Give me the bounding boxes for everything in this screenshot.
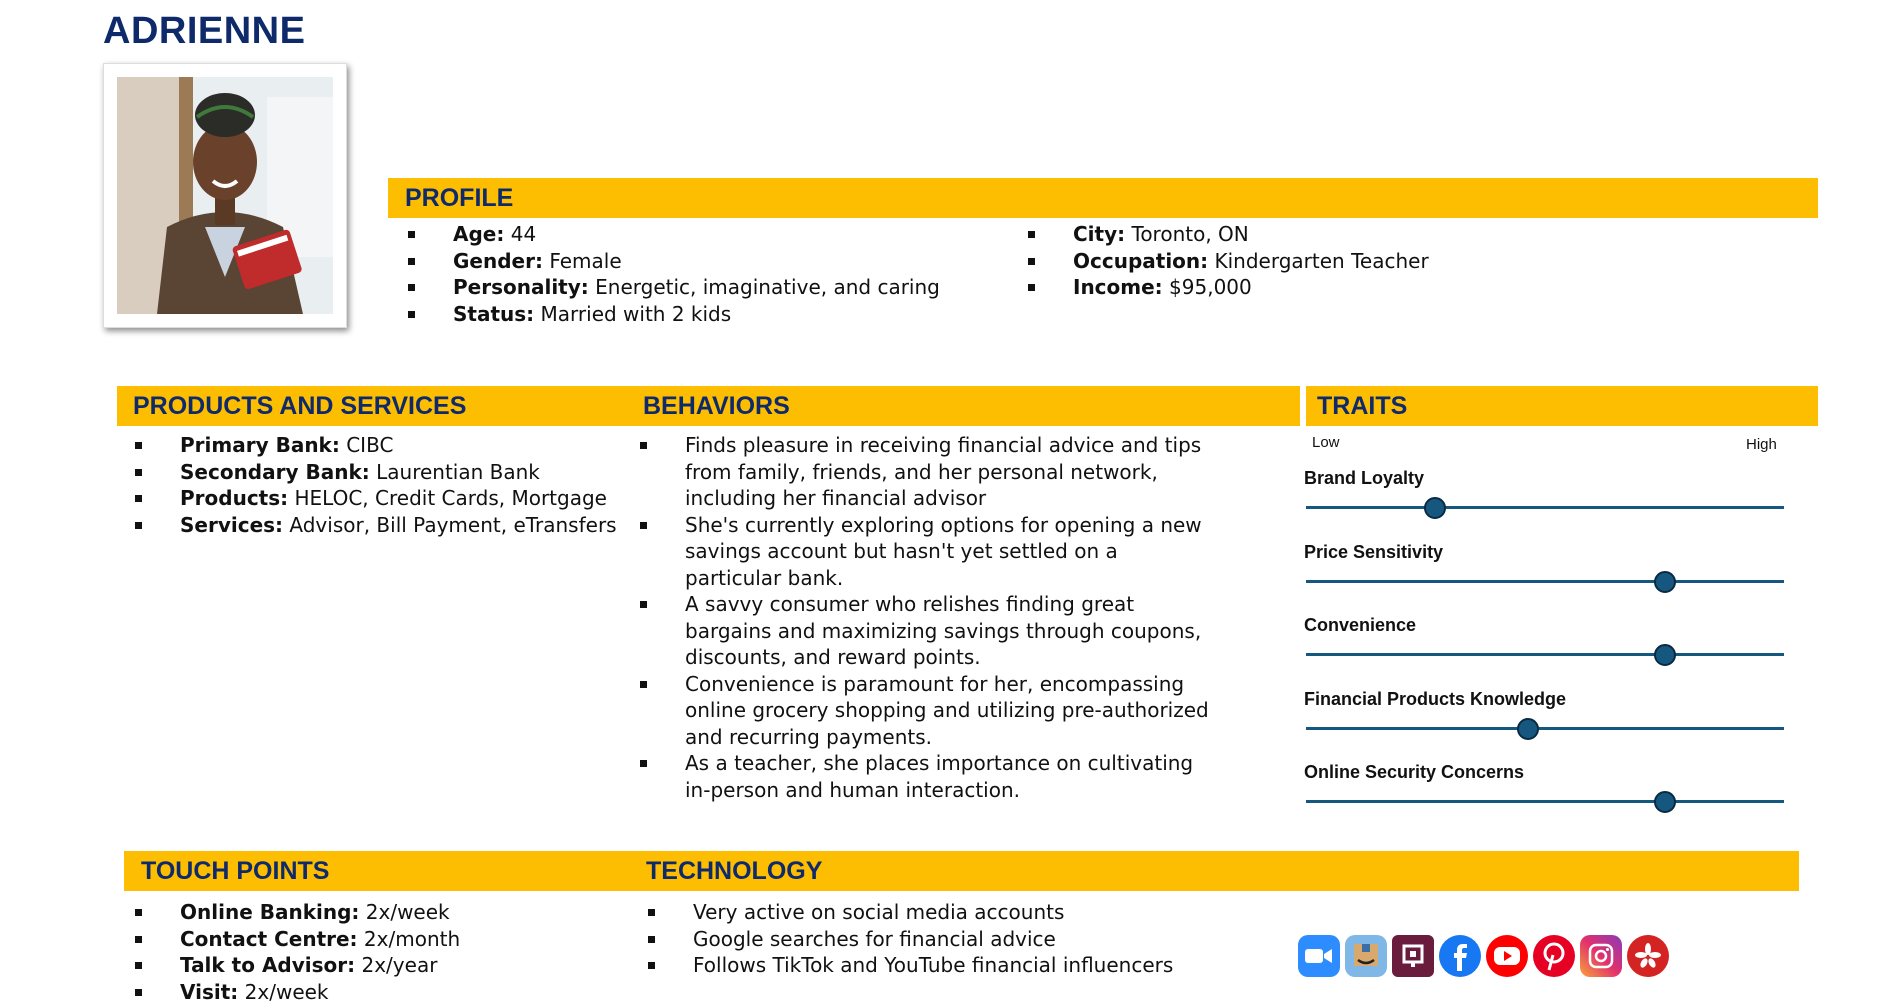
trait-label: Convenience [1304,615,1416,636]
technology-list [648,899,1248,979]
zoom-icon [1298,935,1340,977]
behavior-item: As a teacher, she places importance on cultivating in-person and human interaction. [640,750,1220,803]
technology-item: Follows TikTok and YouTube financial influencers [648,952,1248,979]
behaviors-heading: BEHAVIORS [643,386,790,426]
products-list [135,432,635,538]
touch-online-banking: Online Banking: 2x/week [135,899,655,926]
technology-item: Google searches for financial advice [648,926,1248,953]
profile-status: Status: Married with 2 kids [408,301,988,328]
trait-slider-knob[interactable] [1654,644,1676,666]
technology-item: Very active on social media accounts [648,899,1248,926]
products-heading: PRODUCTS AND SERVICES [133,386,466,426]
touch-points-heading: TOUCH POINTS [141,851,329,891]
kijiji-icon [1392,935,1434,977]
behaviors-list [640,432,1220,803]
traits-low-label: Low [1312,434,1340,451]
traits-high-label: High [1746,436,1777,453]
bottom-header-band [124,851,1799,891]
trait-label: Price Sensitivity [1304,542,1443,563]
amazon-icon [1345,935,1387,977]
product-primary-bank: Primary Bank: CIBC [135,432,635,459]
persona-photo [103,63,347,328]
traits-heading: TRAITS [1317,386,1407,426]
product-secondary-bank: Secondary Bank: Laurentian Bank [135,459,635,486]
profile-gender: Gender: Female [408,248,988,275]
behavior-item: Convenience is paramount for her, encompassing online grocery shopping and utilizing pre-authorized and recurring payments. [640,671,1220,751]
trait-slider-track [1306,727,1784,730]
profile-list-left [408,221,988,327]
profile-occupation: Occupation: Kindergarten Teacher [1028,248,1628,275]
profile-heading: PROFILE [405,178,513,218]
band-divider [1300,386,1306,426]
middle-header-band [117,386,1818,426]
trait-slider-track [1306,506,1784,509]
product-services: Services: Advisor, Bill Payment, eTransfers [135,512,635,539]
trait-label: Financial Products Knowledge [1304,689,1566,710]
touch-points-list [135,899,655,1005]
trait-slider-track [1306,580,1784,583]
technology-heading: TECHNOLOGY [646,851,822,891]
trait-slider-knob[interactable] [1517,718,1539,740]
profile-income: Income: $95,000 [1028,274,1628,301]
profile-age: Age: 44 [408,221,988,248]
trait-slider-knob[interactable] [1424,497,1446,519]
pinterest-icon [1533,935,1575,977]
trait-slider-track [1306,800,1784,803]
behavior-item: A savvy consumer who relishes finding great bargains and maximizing savings through coupons, discounts, and reward points. [640,591,1220,671]
touch-contact-centre: Contact Centre: 2x/month [135,926,655,953]
facebook-icon [1439,935,1481,977]
touch-talk-to-advisor: Talk to Advisor: 2x/year [135,952,655,979]
touch-visit: Visit: 2x/week [135,979,655,1005]
portrait-illustration [117,77,333,314]
trait-label: Brand Loyalty [1304,468,1424,489]
behavior-item: She's currently exploring options for opening a new savings account but hasn't yet settled on a particular bank. [640,512,1220,592]
persona-name: ADRIENNE [103,10,305,53]
profile-list-right [1028,221,1628,301]
instagram-icon [1580,935,1622,977]
profile-header [388,178,1818,218]
app-icons [1298,935,1669,977]
trait-label: Online Security Concerns [1304,762,1524,783]
profile-city: City: Toronto, ON [1028,221,1628,248]
behavior-item: Finds pleasure in receiving financial advice and tips from family, friends, and her personal network, including her financial advisor [640,432,1220,512]
yelp-icon [1627,935,1669,977]
youtube-icon [1486,935,1528,977]
trait-slider-knob[interactable] [1654,571,1676,593]
trait-slider-knob[interactable] [1654,791,1676,813]
trait-slider-track [1306,653,1784,656]
profile-personality: Personality: Energetic, imaginative, and caring [408,274,988,301]
product-products: Products: HELOC, Credit Cards, Mortgage [135,485,635,512]
